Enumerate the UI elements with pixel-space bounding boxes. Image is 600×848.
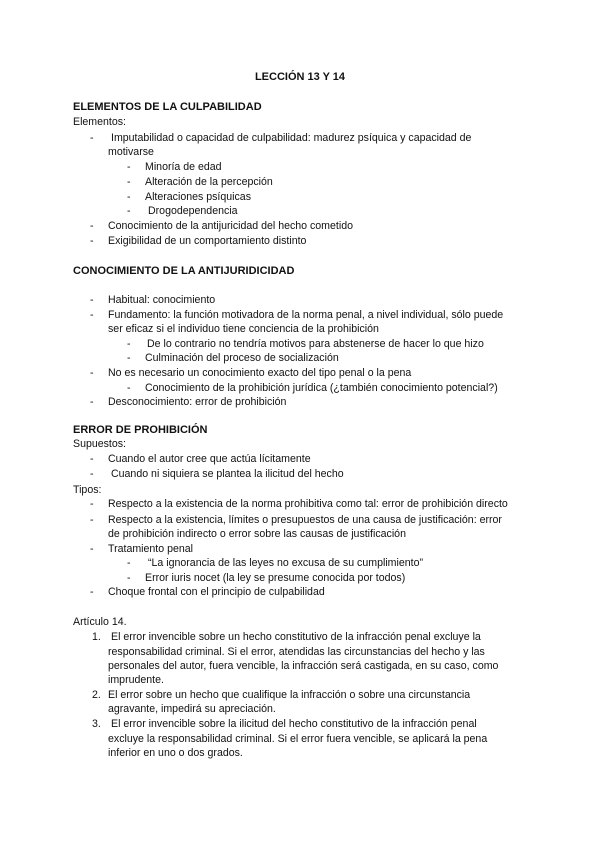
sub-bullet-dash: - [127, 191, 131, 203]
bullet-dash: - [90, 235, 94, 247]
bullet-dash: - [90, 294, 94, 306]
sub-list-item: Drogodependencia [148, 205, 238, 217]
list-item: Respecto a la existencia, límites o presupuestos de una causa de justificación: error [108, 514, 502, 526]
bullet-dash: - [90, 543, 94, 555]
section-heading-conocimiento: CONOCIMIENTO DE LA ANTIJURIDICIDAD [73, 265, 295, 277]
list-item: Fundamento: la función motivadora de la norma penal, a nivel individual, sólo puede [108, 309, 504, 321]
elementos-label: Elementos: [73, 116, 126, 128]
article-label: Artículo 14. [73, 616, 127, 628]
sub-bullet-dash: - [127, 161, 131, 173]
bullet-dash: - [90, 453, 94, 465]
article-paragraph-line: El error invencible sobre la ilicitud del hecho constitutivo de la infracción penal [111, 718, 477, 730]
section-heading-error: ERROR DE PROHIBICIÓN [73, 424, 208, 436]
list-item: Tratamiento penal [108, 543, 193, 555]
sub-list-item: Alteraciones psíquicas [145, 191, 251, 203]
sub-list-item: Error iuris nocet (la ley se presume conocida por todos) [145, 572, 406, 584]
article-paragraph-line: responsabilidad criminal. Si el error, atendidas las circunstancias del hecho y las [108, 646, 485, 658]
list-item: Conocimiento de la antijuricidad del hecho cometido [108, 220, 353, 232]
list-item: Habitual: conocimiento [108, 294, 216, 306]
sub-list-item: “La ignorancia de las leyes no excusa de su cumplimiento” [148, 557, 423, 569]
bullet-dash: - [90, 220, 94, 232]
article-paragraph-line: personales del autor, fuera vencible, la infracción será castigada, en su caso, como [108, 660, 499, 672]
bullet-dash: - [90, 468, 94, 480]
list-number: 1. [92, 631, 101, 643]
bullet-dash: - [90, 514, 94, 526]
list-item: Imputabilidad o capacidad de culpabilidad: madurez psíquica y capacidad de [111, 132, 472, 144]
sub-list-item: Conocimiento de la prohibición jurídica (¿también conocimiento potencial?) [145, 382, 498, 394]
tipos-label: Tipos: [73, 484, 102, 496]
sub-bullet-dash: - [127, 176, 131, 188]
sub-list-item: Alteración de la percepción [145, 176, 273, 188]
article-paragraph-line: El error sobre un hecho que cualifique la infracción o sobre una circunstancia [108, 689, 471, 701]
page-title: LECCIÓN 13 Y 14 [254, 71, 346, 83]
bullet-dash: - [90, 396, 94, 408]
bullet-dash: - [90, 309, 94, 321]
list-number: 3. [92, 718, 101, 730]
article-paragraph-line: El error invencible sobre un hecho constitutivo de la infracción penal excluye la [111, 631, 481, 643]
sub-bullet-dash: - [127, 352, 131, 364]
list-number: 2. [92, 689, 101, 701]
sub-bullet-dash: - [127, 338, 131, 350]
bullet-dash: - [90, 586, 94, 598]
sub-bullet-dash: - [127, 557, 131, 569]
list-item-continuation: motivarse [108, 146, 154, 158]
sub-bullet-dash: - [127, 382, 131, 394]
sub-bullet-dash: - [127, 572, 131, 584]
sub-list-item: Culminación del proceso de socialización [145, 352, 339, 364]
bullet-dash: - [90, 498, 94, 510]
list-item: Exigibilidad de un comportamiento distinto [108, 235, 307, 247]
section-heading-culpabilidad: ELEMENTOS DE LA CULPABILIDAD [73, 101, 262, 113]
list-item: Cuando ni siquiera se plantea la ilicitud del hecho [111, 468, 344, 480]
list-item-continuation: de prohibición indirecto o error sobre las causas de justificación [108, 528, 406, 540]
sub-bullet-dash: - [127, 205, 131, 217]
supuestos-label: Supuestos: [73, 438, 127, 450]
article-paragraph-line: imprudente. [108, 674, 164, 686]
article-paragraph-line: agravante, impedirá su apreciación. [108, 703, 276, 715]
list-item: Desconocimiento: error de prohibición [108, 396, 287, 408]
list-item: No es necesario un conocimiento exacto del tipo penal o la pena [108, 367, 412, 379]
list-item: Choque frontal con el principio de culpabilidad [108, 586, 325, 598]
sub-list-item: De lo contrario no tendría motivos para abstenerse de hacer lo que hizo [147, 338, 484, 350]
sub-list-item: Minoría de edad [145, 161, 222, 173]
bullet-dash: - [90, 132, 94, 144]
list-item-continuation: ser eficaz si el individuo tiene conciencia de la prohibición [108, 323, 379, 335]
article-paragraph-line: excluye la responsabilidad criminal. Si el error fuera vencible, se aplicará la pena [108, 733, 488, 745]
bullet-dash: - [90, 367, 94, 379]
article-paragraph-line: inferior en uno o dos grados. [108, 747, 243, 759]
list-item: Respecto a la existencia de la norma prohibitiva como tal: error de prohibición directo [108, 498, 508, 510]
list-item: Cuando el autor cree que actúa lícitamente [108, 453, 311, 465]
